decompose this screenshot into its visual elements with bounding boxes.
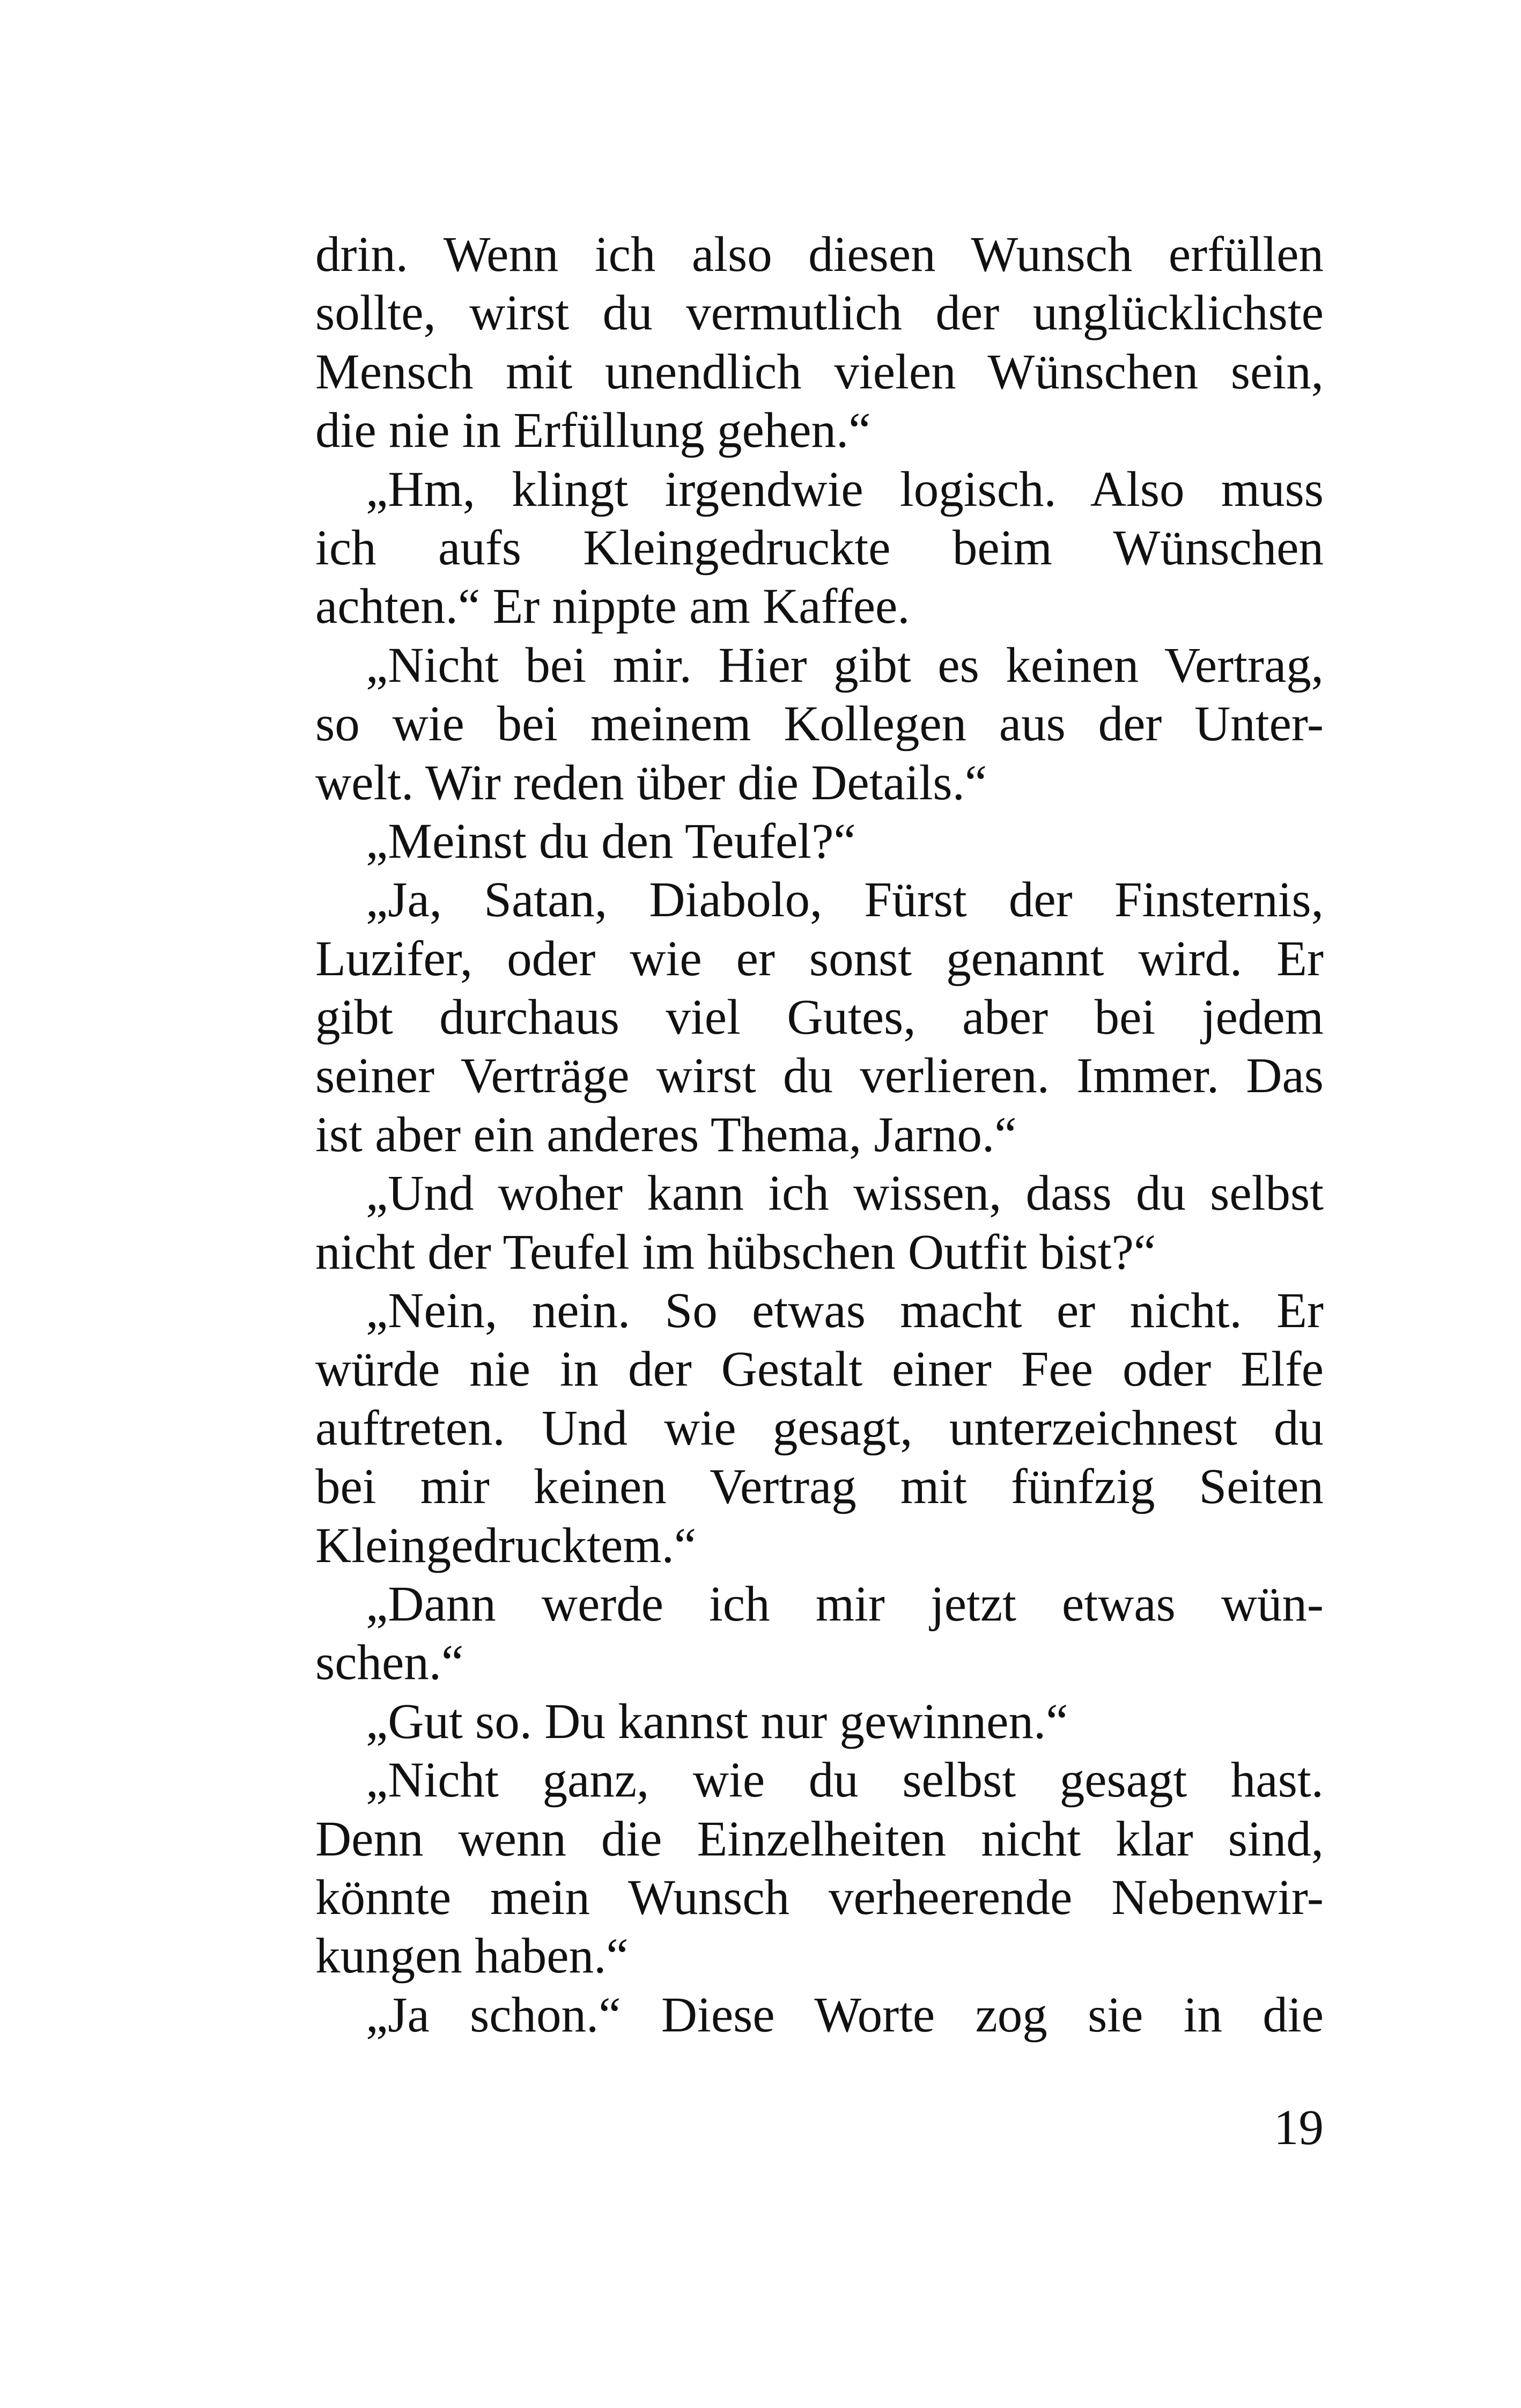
text-line: achten.“ Er nippte am Kaffee. — [315, 579, 910, 635]
text-line: ich aufs Kleingedruckte beim Wünschen — [315, 520, 1324, 576]
text-line: „Gut so. Du kannst nur gewinnen.“ — [366, 1693, 1068, 1749]
text-line: „Nein, nein. So etwas macht er nicht. Er — [366, 1283, 1324, 1339]
body-text — [315, 225, 1324, 2044]
text-line: Mensch mit unendlich vielen Wünschen sein, — [315, 344, 1324, 400]
text-line: welt. Wir reden über die Details.“ — [315, 755, 987, 811]
text-line: „Ja schon.“ Diese Worte zog sie in die — [366, 1987, 1324, 2043]
text-line: „Ja, Satan, Diabolo, Fürst der Finsternis, — [366, 872, 1324, 928]
text-line: bei mir keinen Vertrag mit fünfzig Seiten — [315, 1459, 1324, 1515]
text-line: nicht der Teufel im hübschen Outfit bist?“ — [315, 1224, 1156, 1280]
text-line: „Und woher kann ich wissen, dass du selbst — [366, 1166, 1324, 1221]
text-line: „Nicht bei mir. Hier gibt es keinen Vertrag, — [366, 637, 1324, 693]
text-line: Luzifer, oder wie er sonst genannt wird. Er — [315, 931, 1324, 986]
text-line: so wie bei meinem Kollegen aus der Unter- — [315, 696, 1324, 752]
text-line: Denn wenn die Einzelheiten nicht klar sind, — [315, 1811, 1324, 1867]
text-line: sollte, wirst du vermutlich der unglücklichste — [315, 285, 1324, 341]
text-line: „Nicht ganz, wie du selbst gesagt hast. — [366, 1752, 1324, 1808]
text-line: „Meinst du den Teufel?“ — [366, 813, 856, 869]
page-number: 19 — [1274, 2100, 1324, 2155]
text-line: auftreten. Und wie gesagt, unterzeichnest du — [315, 1400, 1324, 1456]
text-line: „Dann werde ich mir jetzt etwas wün- — [366, 1576, 1324, 1632]
text-line: könnte mein Wunsch verheerende Nebenwir- — [315, 1869, 1324, 1925]
text-line: drin. Wenn ich also diesen Wunsch erfüllen — [315, 227, 1324, 282]
text-line: Kleingedrucktem.“ — [315, 1518, 697, 1573]
text-line: schen.“ — [315, 1635, 464, 1691]
text-line: die nie in Erfüllung gehen.“ — [315, 403, 871, 459]
text-line: „Hm, klingt irgendwie logisch. Also muss — [366, 461, 1324, 517]
text-line: seiner Verträge wirst du verlieren. Immer. Das — [315, 1048, 1324, 1104]
text-line: würde nie in der Gestalt einer Fee oder Elfe — [315, 1342, 1324, 1397]
text-line: kungen haben.“ — [315, 1928, 629, 1984]
text-line: gibt durchaus viel Gutes, aber bei jedem — [315, 990, 1324, 1045]
text-line: ist aber ein anderes Thema, Jarno.“ — [315, 1107, 1017, 1162]
